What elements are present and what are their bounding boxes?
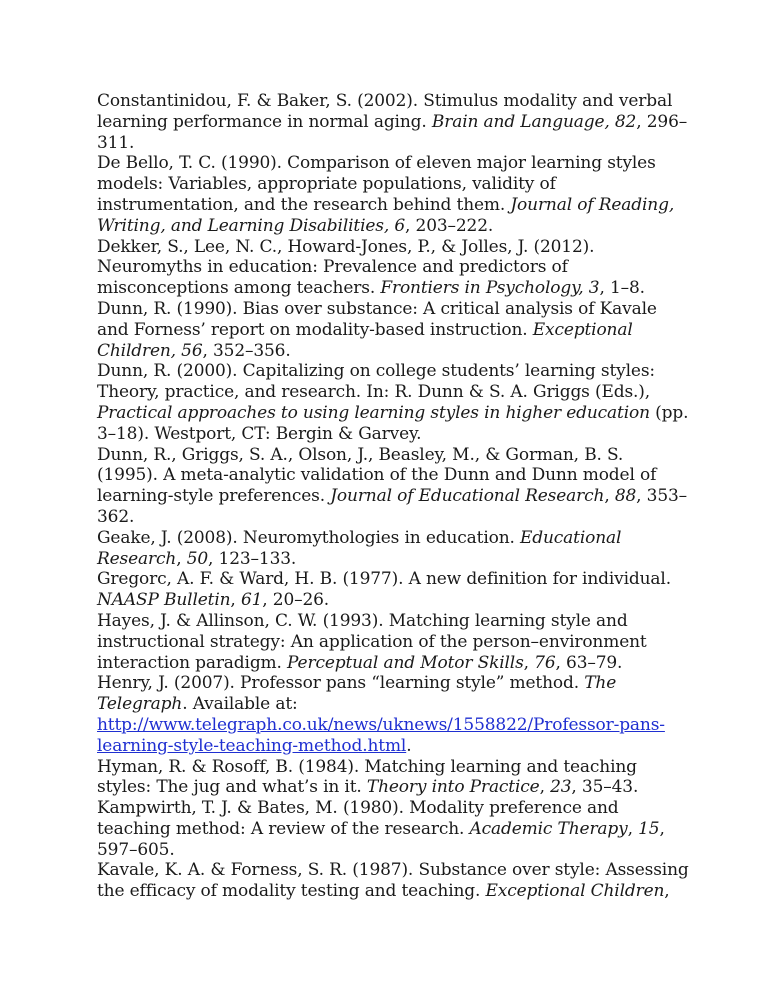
reference-text: Constantinidou, F. & Baker, S. (2002). Stimulus modality and verbal learning performance in normal aging. (97, 91, 673, 132)
reference-text: , 123–133. (208, 548, 297, 569)
reference-list (97, 91, 689, 902)
reference-source-italic: Exceptional Children, 56 (97, 319, 633, 361)
reference-source-italic: NAASP Bulletin (97, 590, 231, 611)
reference-text: (pp. 3–18). Westport, CT: Bergin & Garvey. (97, 402, 689, 444)
reference-text: Geake, J. (2008). Neuromythologies in education. (97, 527, 520, 548)
reference-source-italic: 50 (186, 548, 209, 569)
reference-entry (97, 361, 689, 444)
reference-text: , (664, 881, 670, 902)
reference-entry (97, 569, 689, 611)
reference-text: Hyman, R. & Rosoff, B. (1984). Matching learning and teaching styles: The jug and what’s in it. (97, 756, 637, 798)
reference-source-italic: Educational Research (97, 527, 622, 569)
reference-text: Dekker, S., Lee, N. C., Howard-Jones, P., & Jolles, J. (2012). Neuromyths in education: Prevalence and predictors of misconceptions among teachers. (97, 236, 595, 299)
reference-source-italic: Brain and Language, 82 (431, 111, 637, 132)
reference-text: Gregorc, A. F. & Ward, H. B. (1977). A new definition for individual. (97, 569, 671, 590)
reference-text: , 63–79. (555, 652, 623, 673)
reference-source-italic: Practical approaches to using learning styles in higher education (97, 402, 650, 423)
reference-source-italic: Exceptional Children (485, 881, 665, 902)
reference-entry (97, 299, 689, 361)
reference-text: Dunn, R. (1990). Bias over substance: A critical analysis of Kavale and Forness’ report on modality-based instruction. (97, 298, 657, 340)
reference-text: , (523, 652, 535, 673)
reference-text: . (406, 735, 412, 756)
reference-text: , 353–362. (97, 486, 688, 527)
reference-entry (97, 445, 689, 528)
reference-text: , 35–43. (571, 777, 639, 798)
reference-text: , (627, 818, 639, 839)
reference-source-italic: 15 (638, 818, 660, 839)
reference-text: Kampwirth, T. J. & Bates, M. (1980). Modality preference and teaching method: A review of the research. (97, 798, 619, 839)
reference-text: Henry, J. (2007). Professor pans “learning style” method. (97, 673, 585, 694)
reference-source-italic: Journal of Reading, Writing, and Learning Disabilities, 6 (97, 194, 675, 236)
reference-text: Dunn, R. (2000). Capitalizing on college students’ learning styles: Theory, practice, and research. In: R. Dunn & S. A. Griggs (Eds.), (97, 361, 655, 403)
reference-entry (97, 611, 689, 673)
reference-entry (97, 91, 689, 153)
reference-text: , 352–356. (202, 340, 291, 361)
reference-source-italic: 61 (240, 590, 263, 611)
reference-entry (97, 673, 689, 756)
reference-text: , (604, 486, 615, 507)
reference-source-italic: Academic Therapy (469, 818, 628, 839)
reference-text: Hayes, J. & Allinson, C. W. (1993). Matching learning style and instructional strategy: An application of the person–environment interaction paradigm. (97, 610, 647, 673)
reference-source-italic: The Telegraph (97, 673, 617, 715)
reference-entry (97, 528, 689, 570)
reference-link[interactable]: http://www.telegraph.co.uk/news/uknews/1558822/Professor-pans-learning-style-teaching-method.html (97, 714, 665, 756)
reference-text: Kavale, K. A. & Forness, S. R. (1987). Substance over style: Assessing the efficacy of modality testing and teaching. (97, 860, 689, 902)
reference-text: Dunn, R., Griggs, S. A., Olson, J., Beasley, M., & Gorman, B. S. (1995). A meta-analytic validation of the Dunn and Dunn model of learning-style preferences. (97, 444, 657, 507)
reference-text: , (176, 548, 187, 569)
reference-source-italic: 23 (550, 777, 572, 798)
reference-text: , 20–26. (262, 590, 330, 611)
reference-source-italic: Journal of Educational Research (330, 486, 605, 507)
reference-source-italic: Theory into Practice (366, 777, 540, 798)
reference-source-italic: 88 (614, 486, 637, 507)
reference-entry (97, 153, 689, 236)
reference-source-italic: Frontiers in Psychology, 3 (380, 278, 600, 299)
reference-text: De Bello, T. C. (1990). Comparison of eleven major learning styles models: Variables, appropriate populations, validity of instrumentation, and the research behind them. (97, 153, 656, 215)
reference-source-italic: 76 (534, 652, 556, 673)
reference-text: , 597–605. (97, 818, 665, 860)
reference-text: , 1–8. (599, 278, 645, 299)
reference-text: , 203–222. (405, 215, 494, 236)
reference-source-italic: Perceptual and Motor Skills (287, 652, 524, 673)
reference-entry (97, 798, 689, 860)
reference-entry (97, 860, 689, 902)
reference-text: , (230, 590, 241, 611)
reference-text: , 296–311. (97, 111, 688, 153)
reference-entry (97, 757, 689, 799)
reference-text: . Available at: (182, 694, 298, 715)
reference-text: , (539, 777, 551, 798)
reference-entry (97, 237, 689, 299)
